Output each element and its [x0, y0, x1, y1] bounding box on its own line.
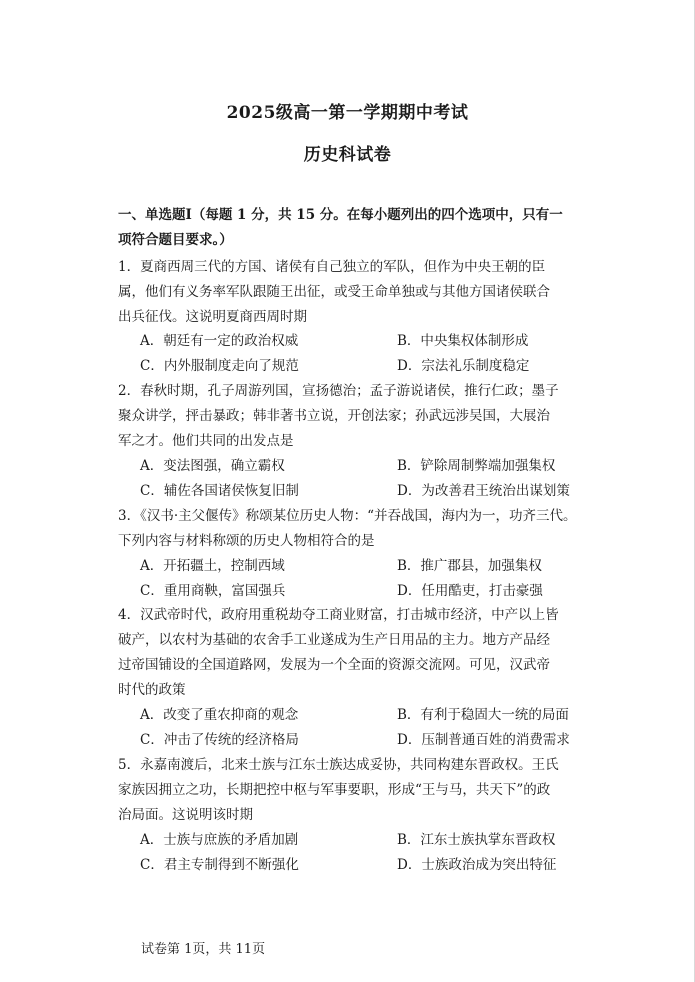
question-5-stem-line: 5．永嘉南渡后，北来士族与江东士族达成妥协，共同构建东晋政权。王氏 [118, 757, 559, 773]
question-2-stem-line: 聚众讲学，抨击暴政；韩非著书立说，开创法家；孙武远涉吴国，大展治 [118, 408, 550, 424]
question-4-stem-line: 时代的政策 [118, 682, 186, 698]
question-5-option-b: B．江东士族执掌东晋政权 [397, 832, 556, 848]
question-3-option-d: D．任用酷吏，打击豪强 [397, 583, 543, 599]
question-4-option-b: B．有利于稳固大一统的局面 [397, 707, 569, 723]
question-1-stem-line: 出兵征伐。这说明夏商西周时期 [118, 309, 307, 325]
question-5-option-a: A．士族与庶族的矛盾加剧 [140, 832, 299, 848]
question-5-option-c: C．君主专制得到不断强化 [140, 857, 299, 873]
exam-subtitle: 历史科试卷 [303, 145, 392, 165]
question-3-stem-line: 下列内容与材料称颂的历史人物相符合的是 [118, 533, 375, 549]
question-3-stem-line: 3．《汉书·主父偃传》称颂某位历史人物：“并吞战国，海内为一，功齐三代。 [118, 508, 577, 524]
question-4-option-a: A．改变了重农抑商的观念 [140, 707, 299, 723]
question-2-option-d: D．为改善君王统治出谋划策 [397, 483, 570, 499]
question-2-option-c: C．辅佐各国诸侯恢复旧制 [140, 483, 299, 499]
question-5-option-d: D．士族政治成为突出特征 [397, 857, 557, 873]
question-2-stem-line: 2．春秋时期，孔子周游列国，宣扬德治；孟子游说诸侯，推行仁政；墨子 [118, 383, 559, 399]
question-1-option-b: B．中央集权体制形成 [397, 333, 529, 349]
question-2-stem-line: 军之才。他们共同的出发点是 [118, 433, 294, 449]
question-4-stem-line: 破产，以农村为基础的农舍手工业遂成为生产日用品的主力。地方产品经 [118, 632, 550, 648]
question-3-option-a: A．开拓疆土，控制西域 [140, 558, 285, 574]
question-4-stem-line: 4．汉武帝时代，政府用重税劫夺工商业财富，打击城市经济，中产以上皆 [118, 607, 559, 623]
question-4-option-c: C．冲击了传统的经济格局 [140, 732, 299, 748]
question-5-stem-line: 家族因拥立之功，长期把控中枢与军事要职，形成“王与马，共天下”的政 [118, 782, 551, 798]
question-1-option-c: C．内外服制度走向了规范 [140, 358, 299, 374]
question-4-stem-line: 过帝国铺设的全国道路网，发展为一个全面的资源交流网。可见，汉武帝 [118, 657, 550, 673]
section-heading-line1: 一、单选题Ⅰ（每题 1 分，共 15 分。在每小题列出的四个选项中，只有一 [118, 207, 563, 223]
question-1-stem-line: 1．夏商西周三代的方国、诸侯有自己独立的军队，但作为中央王朝的臣 [118, 259, 546, 275]
question-3-option-c: C．重用商鞅，富国强兵 [140, 583, 286, 599]
question-2-option-a: A．变法图强，确立霸权 [140, 458, 285, 474]
section-heading [118, 203, 598, 253]
question-1-stem-line: 属，他们有义务率军队跟随王出征，或受王命单独或与其他方国诸侯联合 [118, 284, 550, 300]
question-3-option-b: B．推广郡县，加强集权 [397, 558, 542, 574]
question-4-option-d: D．压制普通百姓的消费需求 [397, 732, 570, 748]
page-footer: 试卷第 1页，共 11页 [141, 942, 266, 957]
exam-title: 2025级高一第一学期期中考试 [226, 103, 469, 123]
question-5-stem-line: 治局面。这说明该时期 [118, 807, 253, 823]
question-2-option-b: B．铲除周制弊端加强集权 [397, 458, 556, 474]
section-heading-line2: 项符合题目要求。） [118, 232, 233, 248]
question-1-option-a: A．朝廷有一定的政治权威 [140, 333, 299, 349]
question-1-option-d: D．宗法礼乐制度稳定 [397, 358, 530, 374]
